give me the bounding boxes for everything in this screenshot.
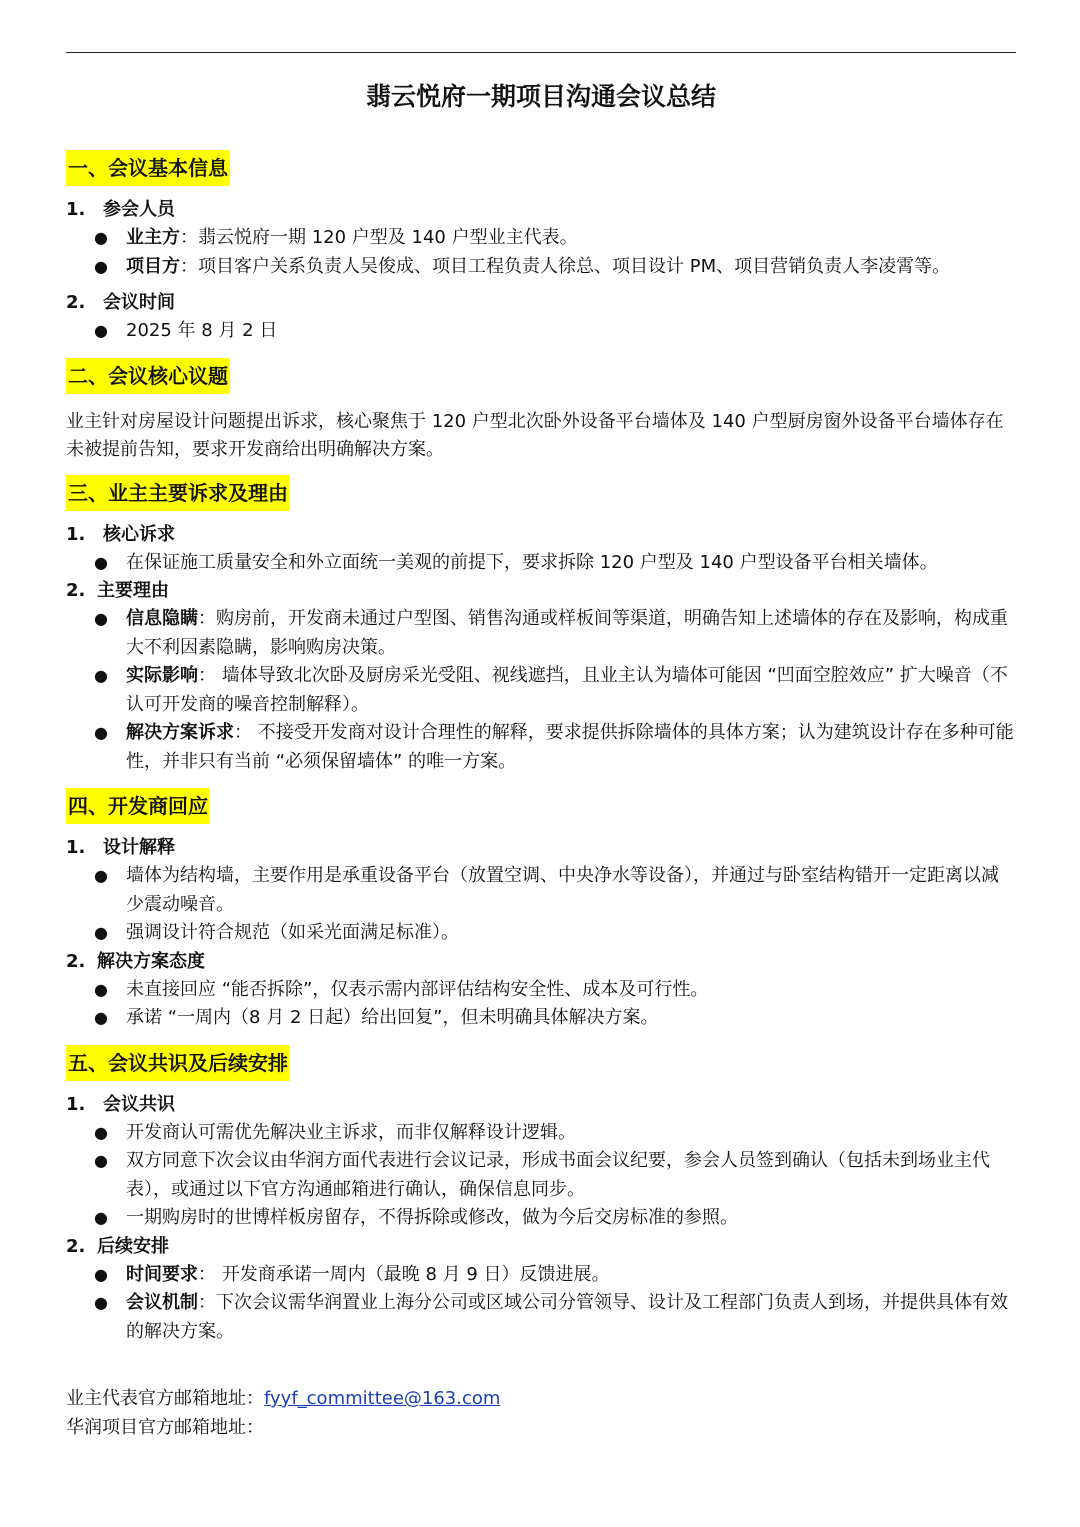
top-rule	[66, 52, 1016, 53]
list-item: ● 会议机制：下次会议需华润置业上海分公司或区域公司分管领导、设计及工程部门负责人到场，并提供具体有效的解决方案。	[66, 1289, 1016, 1346]
s5-list-1	[66, 1119, 1016, 1233]
cr-email-line: 华润项目官方邮箱地址：	[66, 1417, 264, 1438]
s4-list-1	[66, 862, 1016, 948]
owner-email-link[interactable]: fyyf_committee@163.com	[264, 1388, 501, 1409]
list-item: ● 承诺 “一周内（8 月 2 日起）给出回复”，但未明确具体解决方案。	[66, 1004, 1016, 1033]
section-4-heading: 四、开发商回应	[66, 788, 1016, 824]
list-item: ● 时间要求： 开发商承诺一周内（最晚 8 月 9 日）反馈进展。	[66, 1261, 1016, 1290]
s3-item-2: 2. 主要理由	[66, 580, 169, 601]
s1-list-1	[66, 224, 1016, 281]
list-item: ● 一期购房时的世博样板房留存，不得拆除或修改，做为今后交房标准的参照。	[66, 1204, 1016, 1233]
s5-item-2: 2. 后续安排	[66, 1235, 169, 1257]
s5-item-1: 1. 会议共识	[66, 1093, 175, 1115]
list-item: ● 项目方：项目客户关系负责人吴俊成、项目工程负责人徐总、项目设计 PM、项目营销负责人李凌霄等。	[66, 253, 1016, 282]
list-item: ● 开发商认可需优先解决业主诉求，而非仅解释设计逻辑。	[66, 1119, 1016, 1148]
s3-item-1: 1. 核心诉求	[66, 523, 175, 545]
list-item: ● 双方同意下次会议由华润方面代表进行会议记录，形成书面会议纪要，参会人员签到确认（包括未到场业主代表），或通过以下官方沟通邮箱进行确认，确保信息同步。	[66, 1147, 1016, 1204]
owner-email-line: 业主代表官方邮箱地址：fyyf_committee@163.com	[66, 1388, 501, 1409]
list-item: ● 未直接回应 “能否拆除”，仅表示需内部评估结构安全性、成本及可行性。	[66, 976, 1016, 1005]
list-item: ● 信息隐瞒：购房前，开发商未通过户型图、销售沟通或样板间等渠道，明确告知上述墙体的存在及影响，构成重大不利因素隐瞒，影响购房决策。	[66, 605, 1016, 662]
contact-footer	[66, 1384, 500, 1442]
s4-list-2	[66, 976, 1016, 1033]
s5-list-2	[66, 1261, 1016, 1347]
section-3-heading: 三、业主主要诉求及理由	[66, 475, 1016, 511]
s3-list-2	[66, 605, 1016, 776]
section-1-heading: 一、会议基本信息	[66, 150, 1016, 186]
section-5-heading: 五、会议共识及后续安排	[66, 1045, 1016, 1081]
list-item: ● 业主方：翡云悦府一期 120 户型及 140 户型业主代表。	[66, 224, 1016, 253]
s1-list-2	[66, 317, 1016, 346]
page-title: 翡云悦府一期项目沟通会议总结	[365, 82, 716, 111]
s1-item-2: 2. 会议时间	[66, 292, 175, 313]
list-item: ● 2025 年 8 月 2 日	[66, 317, 1016, 346]
list-item: ● 墙体为结构墙，主要作用是承重设备平台（放置空调、中央净水等设备），并通过与卧室结构错开一定距离以减少震动噪音。	[66, 862, 1016, 919]
document-body	[66, 78, 1016, 1346]
s1-item-1: 1. 参会人员	[66, 199, 175, 220]
list-item: ● 在保证施工质量安全和外立面统一美观的前提下，要求拆除 120 户型及 140 户型设备平台相关墙体。	[66, 549, 1016, 578]
list-item: ● 强调设计符合规范（如采光面满足标准）。	[66, 919, 1016, 948]
s4-item-2: 2. 解决方案态度	[66, 950, 205, 972]
s2-paragraph: 业主针对房屋设计问题提出诉求，核心聚焦于 120 户型北次卧外设备平台墙体及 140 户型厨房窗外设备平台墙体存在未被提前告知，要求开发商给出明确解决方案。	[66, 410, 1004, 460]
s4-item-1: 1. 设计解释	[66, 837, 175, 858]
section-2-heading: 二、会议核心议题	[66, 358, 1016, 394]
list-item: ● 实际影响： 墙体导致北次卧及厨房采光受阻、视线遮挡，且业主认为墙体可能因 “凹面空腔效应” 扩大噪音（不认可开发商的噪音控制解释）。	[66, 662, 1016, 719]
s3-list-1	[66, 549, 1016, 578]
list-item: ● 解决方案诉求： 不接受开发商对设计合理性的解释，要求提供拆除墙体的具体方案；认为建筑设计存在多种可能性，并非只有当前 “必须保留墙体” 的唯一方案。	[66, 719, 1016, 776]
